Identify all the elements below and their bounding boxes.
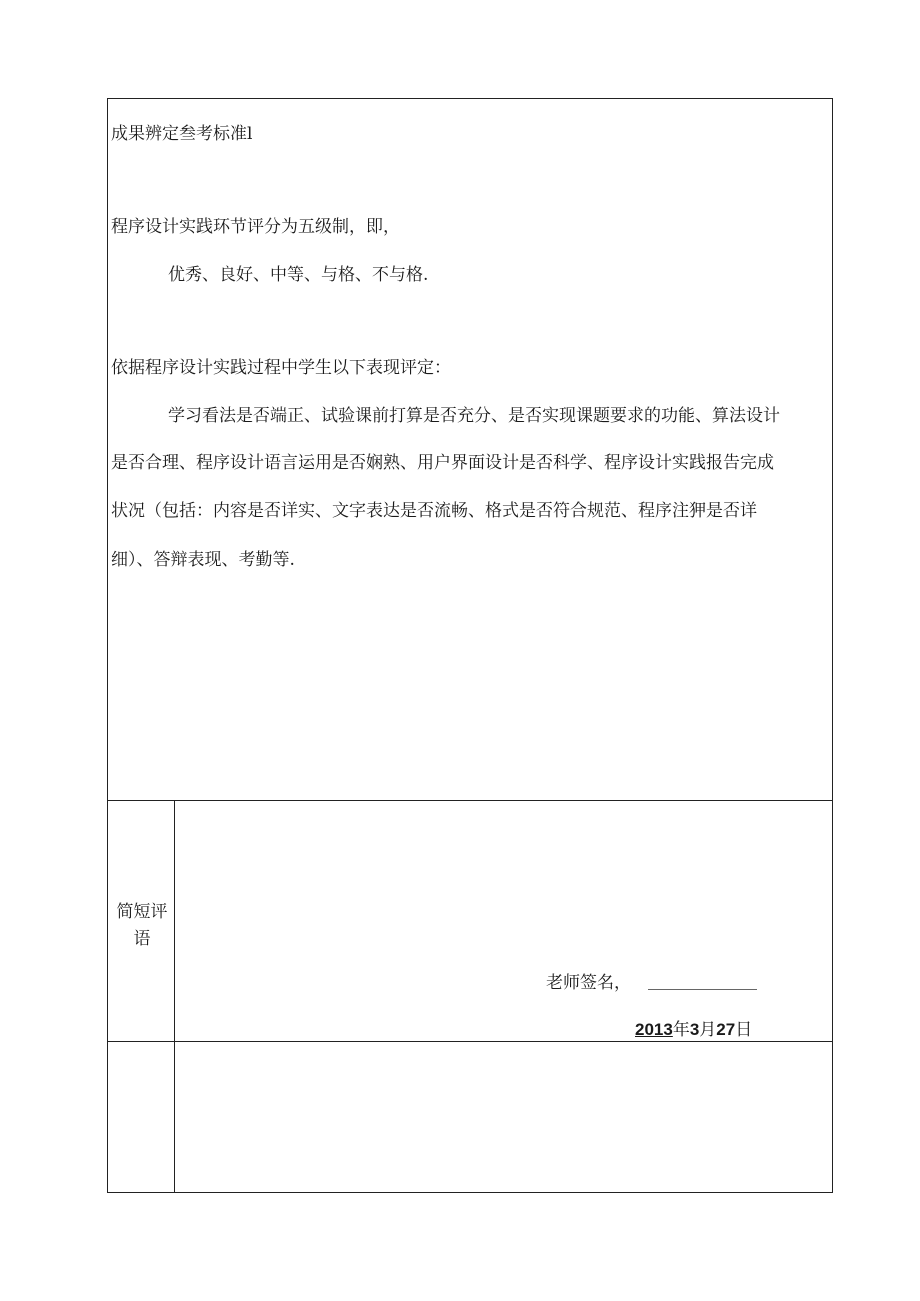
evaluation-date (635, 1020, 752, 1040)
evaluation-basis-intro: 依据程序设计实践过程中学生以下表现评定： (111, 358, 451, 378)
grade-levels: 优秀、良好、中等、与格、不与格. (168, 265, 429, 285)
evaluation-form-table (107, 98, 833, 1193)
date-month-unit: 月 (699, 1020, 717, 1040)
evaluation-basis-line: 状况（包括：内容是否详实、文字表达是否流畅、格式是否符合规范、程序注狎是否详 (111, 501, 757, 521)
date-year: 2013 (635, 1020, 673, 1039)
grading-scale-intro: 程序设计实践环节评分为五级制，即， (111, 217, 400, 237)
date-year-unit: 年 (672, 1020, 690, 1040)
evaluation-basis-line: 是否合理、程序设计语言运用是否娴熟、用户界面设计是否科学、程序设计实践报告完成 (111, 453, 774, 473)
blank-row (108, 1042, 832, 1192)
blank-content-cell[interactable] (175, 1042, 832, 1192)
evaluation-basis-line: 细）、答辩表现、考勤等. (111, 550, 295, 570)
date-day-unit: 日 (735, 1020, 753, 1040)
comment-label: 简短评语 (116, 902, 168, 949)
comment-label-cell (108, 801, 175, 1041)
blank-label-cell (108, 1042, 175, 1192)
date-day: 27 (716, 1020, 736, 1039)
grading-criteria-cell (108, 99, 832, 801)
teacher-signature-line[interactable] (648, 989, 757, 990)
comment-content-cell[interactable] (175, 801, 832, 1041)
teacher-signature-label: 老师签名， (546, 973, 631, 993)
criteria-heading: 成果辨定叁考标准l (111, 124, 253, 144)
evaluation-basis-line: 学习看法是否端正、试验课前打算是否充分、是否实现课题要求的功能、算法设计 (168, 406, 780, 426)
brief-comment-row (108, 801, 832, 1042)
date-month: 3 (689, 1020, 700, 1039)
